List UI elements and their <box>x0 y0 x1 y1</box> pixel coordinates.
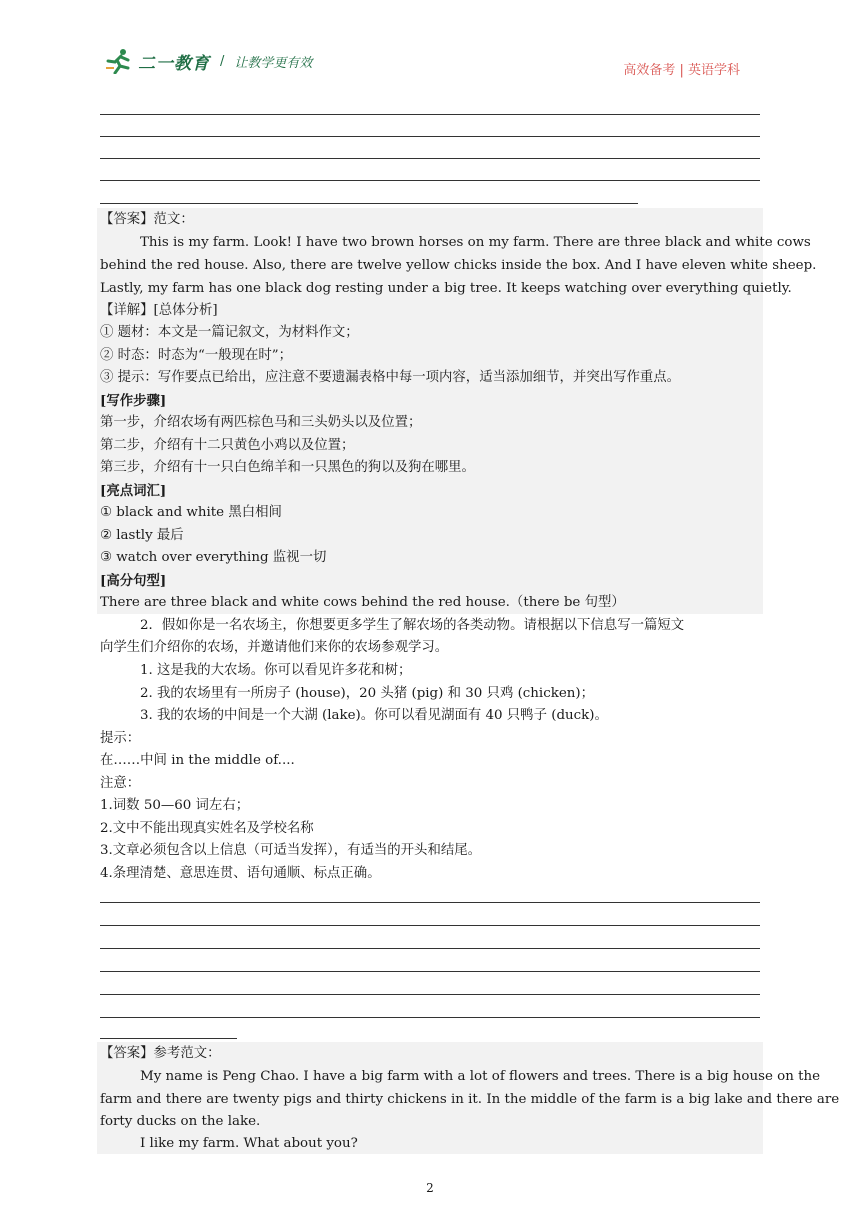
answer-line <box>100 994 760 995</box>
note-item: 1.词数 50—60 词左右； <box>100 798 250 813</box>
question-item: 2. 我的农场里有一所房子 (house)，20 头猪 (pig) 和 30 只鸡 (chicken)； <box>140 686 594 701</box>
question-item: 3. 我的农场的中间是一个大湖 (lake)。你可以看见湖面有 40 只鸭子 (duck)。 <box>140 708 608 723</box>
question-2-intro: 2．假如你是一名农场主，你想要更多学生了解农场的各类动物。请根据以下信息写一篇短文 <box>140 618 685 633</box>
detail-label: 【详解】[总体分析] <box>100 303 218 318</box>
essay-line: This is my farm. Look! I have two brown horses on my farm. There are three black and white cows <box>140 235 811 250</box>
analysis-item: ① 题材：本文是一篇记叙文，为材料作文； <box>100 325 359 340</box>
answer-line <box>100 902 760 903</box>
note-item: 3.文章必须包含以上信息（可适当发挥），有适当的开头和结尾。 <box>100 843 482 858</box>
note-label: 注意： <box>100 776 141 791</box>
step-item: 第三步，介绍有十一只白色绵羊和一只黑色的狗以及狗在哪里。 <box>100 460 475 475</box>
question-2-intro-cont: 向学生们介绍你的农场，并邀请他们来你的农场参观学习。 <box>100 640 449 655</box>
answer-line <box>100 1017 760 1018</box>
sentence-title: [高分句型] <box>100 573 167 589</box>
vocab-item: ① black and white 黑白相间 <box>100 505 282 520</box>
essay-line: My name is Peng Chao. I have a big farm with a lot of flowers and trees. There is a big house on the <box>140 1069 821 1084</box>
page-number: 2 <box>426 1181 434 1195</box>
step-item: 第一步，介绍农场有两匹棕色马和三头奶头以及位置； <box>100 415 422 430</box>
vocab-title: [亮点词汇] <box>100 483 167 499</box>
page-header <box>100 44 760 88</box>
note-item: 4.条理清楚、意思连贯、语句通顺、标点正确。 <box>100 866 381 881</box>
essay-line: I like my farm. What about you? <box>140 1136 358 1151</box>
logo <box>104 48 312 74</box>
runner-logo-icon <box>104 48 134 74</box>
answer-label: 【答案】范文： <box>100 212 194 227</box>
vocab-item: ③ watch over everything 监视一切 <box>100 550 327 565</box>
essay-line: farm and there are twenty pigs and thirty chickens in it. In the middle of the farm is a big lake and there are <box>100 1092 840 1107</box>
essay-line: behind the red house. Also, there are twelve yellow chicks inside the box. And I have eleven white sheep. <box>100 258 817 273</box>
answer-line <box>100 114 760 115</box>
steps-title: [写作步骤] <box>100 393 167 409</box>
subject-label: 高效备考 | 英语学科 <box>623 63 740 78</box>
answer-line <box>100 948 760 949</box>
answer-label: 【答案】参考范文： <box>100 1046 221 1061</box>
hint-text: 在……中间 in the middle of.... <box>100 753 295 768</box>
essay-line: forty ducks on the lake. <box>100 1114 261 1129</box>
answer-line <box>100 203 638 204</box>
answer-line <box>100 158 760 159</box>
answer-line <box>100 925 760 926</box>
answer-line <box>100 136 760 137</box>
question-item: 1. 这是我的大农场。你可以看见许多花和树； <box>140 663 412 678</box>
sentence-pattern: There are three black and white cows behind the red house.（there be 句型） <box>100 595 625 610</box>
essay-line: Lastly, my farm has one black dog resting under a big tree. It keeps watching over everything quietly. <box>100 281 792 296</box>
hint-label: 提示： <box>100 731 141 746</box>
vocab-item: ② lastly 最后 <box>100 528 184 543</box>
answer-line <box>100 1038 237 1039</box>
answer-line <box>100 971 760 972</box>
step-item: 第二步，介绍有十二只黄色小鸡以及位置； <box>100 438 355 453</box>
analysis-item: ② 时态：时态为“一般现在时”； <box>100 348 293 363</box>
brand-slogan: 让教学更有效 <box>234 55 313 71</box>
answer-line <box>100 180 760 181</box>
note-item: 2.文中不能出现真实姓名及学校名称 <box>100 821 314 836</box>
header-separator: / <box>220 53 225 69</box>
brand-name: 二一教育 <box>138 53 210 74</box>
analysis-item: ③ 提示：写作要点已给出，应注意不要遗漏表格中每一项内容，适当添加细节，并突出写作重点。 <box>100 370 681 385</box>
